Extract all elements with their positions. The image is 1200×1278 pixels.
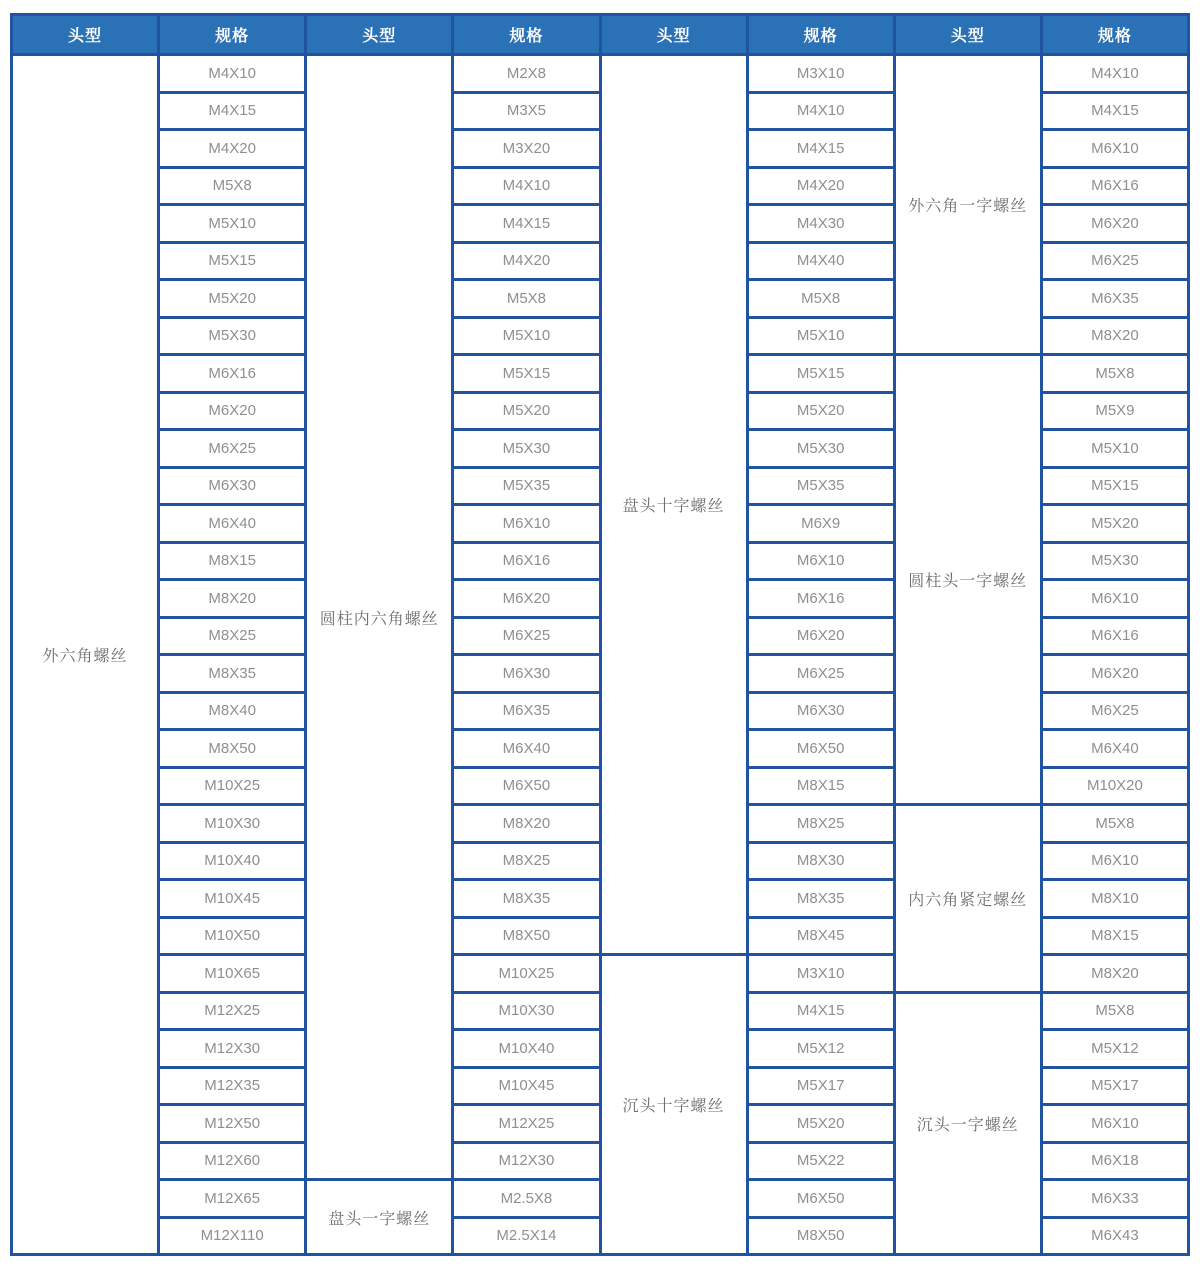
table-body	[12, 55, 1189, 1255]
spec-cell: M3X20	[453, 130, 600, 168]
head-type-cell: 圆柱内六角螺丝	[306, 55, 453, 1180]
spec-cell: M8X25	[453, 842, 600, 880]
spec-cell: M4X15	[159, 92, 306, 130]
spec-cell: M5X10	[1041, 430, 1188, 468]
spec-cell: M5X8	[159, 167, 306, 205]
headtype-column-header: 头型	[600, 15, 747, 55]
spec-cell: M4X15	[453, 205, 600, 243]
spec-cell: M12X65	[159, 1180, 306, 1218]
spec-cell: M6X20	[747, 617, 894, 655]
spec-cell: M10X20	[1041, 767, 1188, 805]
spec-cell: M12X35	[159, 1067, 306, 1105]
spec-cell: M6X18	[1041, 1142, 1188, 1180]
spec-cell: M4X15	[747, 992, 894, 1030]
head-type-cell: 外六角一字螺丝	[894, 55, 1041, 355]
spec-cell: M6X10	[1041, 580, 1188, 618]
spec-cell: M4X20	[747, 167, 894, 205]
spec-cell: M5X30	[747, 430, 894, 468]
spec-cell: M6X16	[1041, 617, 1188, 655]
head-type-cell: 圆柱头一字螺丝	[894, 355, 1041, 805]
spec-cell: M8X25	[747, 805, 894, 843]
spec-cell: M6X40	[1041, 730, 1188, 768]
spec-cell: M6X40	[159, 505, 306, 543]
spec-cell: M3X10	[747, 55, 894, 93]
spec-cell: M3X5	[453, 92, 600, 130]
spec-cell: M5X9	[1041, 392, 1188, 430]
spec-cell: M12X110	[159, 1217, 306, 1255]
spec-cell: M8X35	[453, 880, 600, 918]
spec-cell: M4X15	[747, 130, 894, 168]
head-type-cell: 内六角紧定螺丝	[894, 805, 1041, 993]
spec-cell: M4X15	[1041, 92, 1188, 130]
spec-cell: M5X12	[747, 1030, 894, 1068]
spec-cell: M5X15	[1041, 467, 1188, 505]
table-header	[12, 15, 1189, 55]
spec-cell: M10X65	[159, 955, 306, 993]
spec-cell: M8X15	[747, 767, 894, 805]
spec-cell: M5X8	[747, 280, 894, 318]
spec-cell: M10X45	[159, 880, 306, 918]
spec-cell: M5X8	[453, 280, 600, 318]
header-row	[12, 15, 1189, 55]
spec-cell: M5X30	[159, 317, 306, 355]
headtype-column-header: 头型	[12, 15, 159, 55]
spec-cell: M10X30	[159, 805, 306, 843]
spec-cell: M5X10	[747, 317, 894, 355]
spec-cell: M6X30	[747, 692, 894, 730]
spec-cell: M6X20	[453, 580, 600, 618]
spec-cell: M6X10	[1041, 1105, 1188, 1143]
spec-cell: M10X40	[453, 1030, 600, 1068]
spec-cell: M5X8	[1041, 355, 1188, 393]
spec-cell: M6X50	[747, 1180, 894, 1218]
spec-column-header: 规格	[747, 15, 894, 55]
spec-cell: M6X10	[453, 505, 600, 543]
spec-cell: M4X20	[159, 130, 306, 168]
spec-cell: M8X15	[1041, 917, 1188, 955]
spec-cell: M4X10	[453, 167, 600, 205]
spec-cell: M6X33	[1041, 1180, 1188, 1218]
spec-cell: M6X20	[1041, 655, 1188, 693]
spec-cell: M4X10	[1041, 55, 1188, 93]
spec-cell: M4X10	[159, 55, 306, 93]
spec-cell: M6X10	[1041, 842, 1188, 880]
spec-cell: M6X9	[747, 505, 894, 543]
spec-cell: M8X20	[1041, 317, 1188, 355]
spec-cell: M6X50	[747, 730, 894, 768]
spec-cell: M6X16	[453, 542, 600, 580]
spec-cell: M8X15	[159, 542, 306, 580]
spec-cell: M8X40	[159, 692, 306, 730]
head-type-cell: 盘头一字螺丝	[306, 1180, 453, 1255]
spec-cell: M10X30	[453, 992, 600, 1030]
spec-cell: M5X8	[1041, 805, 1188, 843]
spec-cell: M6X35	[453, 692, 600, 730]
spec-cell: M5X10	[453, 317, 600, 355]
spec-cell: M5X20	[453, 392, 600, 430]
spec-cell: M5X12	[1041, 1030, 1188, 1068]
spec-cell: M8X35	[747, 880, 894, 918]
spec-cell: M8X20	[159, 580, 306, 618]
spec-cell: M12X30	[159, 1030, 306, 1068]
headtype-column-header: 头型	[306, 15, 453, 55]
spec-column-header: 规格	[1041, 15, 1188, 55]
spec-cell: M5X8	[1041, 992, 1188, 1030]
spec-cell: M5X20	[1041, 505, 1188, 543]
spec-cell: M12X25	[453, 1105, 600, 1143]
spec-cell: M6X25	[1041, 692, 1188, 730]
spec-cell: M6X16	[1041, 167, 1188, 205]
spec-cell: M5X15	[747, 355, 894, 393]
spec-column-header: 规格	[453, 15, 600, 55]
spec-cell: M2.5X8	[453, 1180, 600, 1218]
spec-cell: M5X35	[747, 467, 894, 505]
spec-column-header: 规格	[159, 15, 306, 55]
headtype-column-header: 头型	[894, 15, 1041, 55]
spec-cell: M4X30	[747, 205, 894, 243]
spec-cell: M6X30	[159, 467, 306, 505]
spec-cell: M2X8	[453, 55, 600, 93]
spec-cell: M8X10	[1041, 880, 1188, 918]
table-row	[12, 55, 1189, 93]
spec-cell: M10X50	[159, 917, 306, 955]
spec-cell: M3X10	[747, 955, 894, 993]
spec-cell: M8X25	[159, 617, 306, 655]
spec-cell: M6X40	[453, 730, 600, 768]
spec-cell: M5X17	[1041, 1067, 1188, 1105]
spec-cell: M8X45	[747, 917, 894, 955]
spec-cell: M12X25	[159, 992, 306, 1030]
spec-cell: M5X20	[159, 280, 306, 318]
spec-cell: M5X10	[159, 205, 306, 243]
spec-cell: M8X20	[1041, 955, 1188, 993]
spec-cell: M6X30	[453, 655, 600, 693]
spec-cell: M6X20	[1041, 205, 1188, 243]
spec-cell: M6X10	[1041, 130, 1188, 168]
spec-cell: M5X30	[453, 430, 600, 468]
spec-cell: M8X35	[159, 655, 306, 693]
spec-cell: M5X20	[747, 1105, 894, 1143]
spec-cell: M4X40	[747, 242, 894, 280]
spec-cell: M6X25	[747, 655, 894, 693]
spec-cell: M5X35	[453, 467, 600, 505]
head-type-cell: 盘头十字螺丝	[600, 55, 747, 955]
spec-cell: M5X17	[747, 1067, 894, 1105]
spec-cell: M6X35	[1041, 280, 1188, 318]
spec-cell: M10X40	[159, 842, 306, 880]
spec-cell: M5X22	[747, 1142, 894, 1180]
spec-cell: M6X16	[159, 355, 306, 393]
spec-cell: M6X16	[747, 580, 894, 618]
spec-cell: M12X60	[159, 1142, 306, 1180]
spec-cell: M2.5X14	[453, 1217, 600, 1255]
screw-spec-table	[10, 13, 1190, 1256]
spec-cell: M6X25	[1041, 242, 1188, 280]
spec-cell: M6X50	[453, 767, 600, 805]
head-type-cell: 外六角螺丝	[12, 55, 159, 1255]
head-type-cell: 沉头一字螺丝	[894, 992, 1041, 1255]
spec-cell: M12X30	[453, 1142, 600, 1180]
spec-cell: M10X45	[453, 1067, 600, 1105]
spec-cell: M6X10	[747, 542, 894, 580]
spec-cell: M4X20	[453, 242, 600, 280]
spec-cell: M5X15	[453, 355, 600, 393]
spec-cell: M6X25	[453, 617, 600, 655]
spec-cell: M8X30	[747, 842, 894, 880]
spec-cell: M12X50	[159, 1105, 306, 1143]
spec-cell: M6X20	[159, 392, 306, 430]
spec-cell: M8X50	[747, 1217, 894, 1255]
spec-cell: M6X25	[159, 430, 306, 468]
spec-cell: M8X20	[453, 805, 600, 843]
head-type-cell: 沉头十字螺丝	[600, 955, 747, 1255]
spec-cell: M10X25	[159, 767, 306, 805]
spec-cell: M4X10	[747, 92, 894, 130]
spec-cell: M6X43	[1041, 1217, 1188, 1255]
spec-cell: M5X20	[747, 392, 894, 430]
spec-cell: M10X25	[453, 955, 600, 993]
spec-cell: M8X50	[159, 730, 306, 768]
spec-cell: M8X50	[453, 917, 600, 955]
spec-cell: M5X30	[1041, 542, 1188, 580]
spec-cell: M5X15	[159, 242, 306, 280]
